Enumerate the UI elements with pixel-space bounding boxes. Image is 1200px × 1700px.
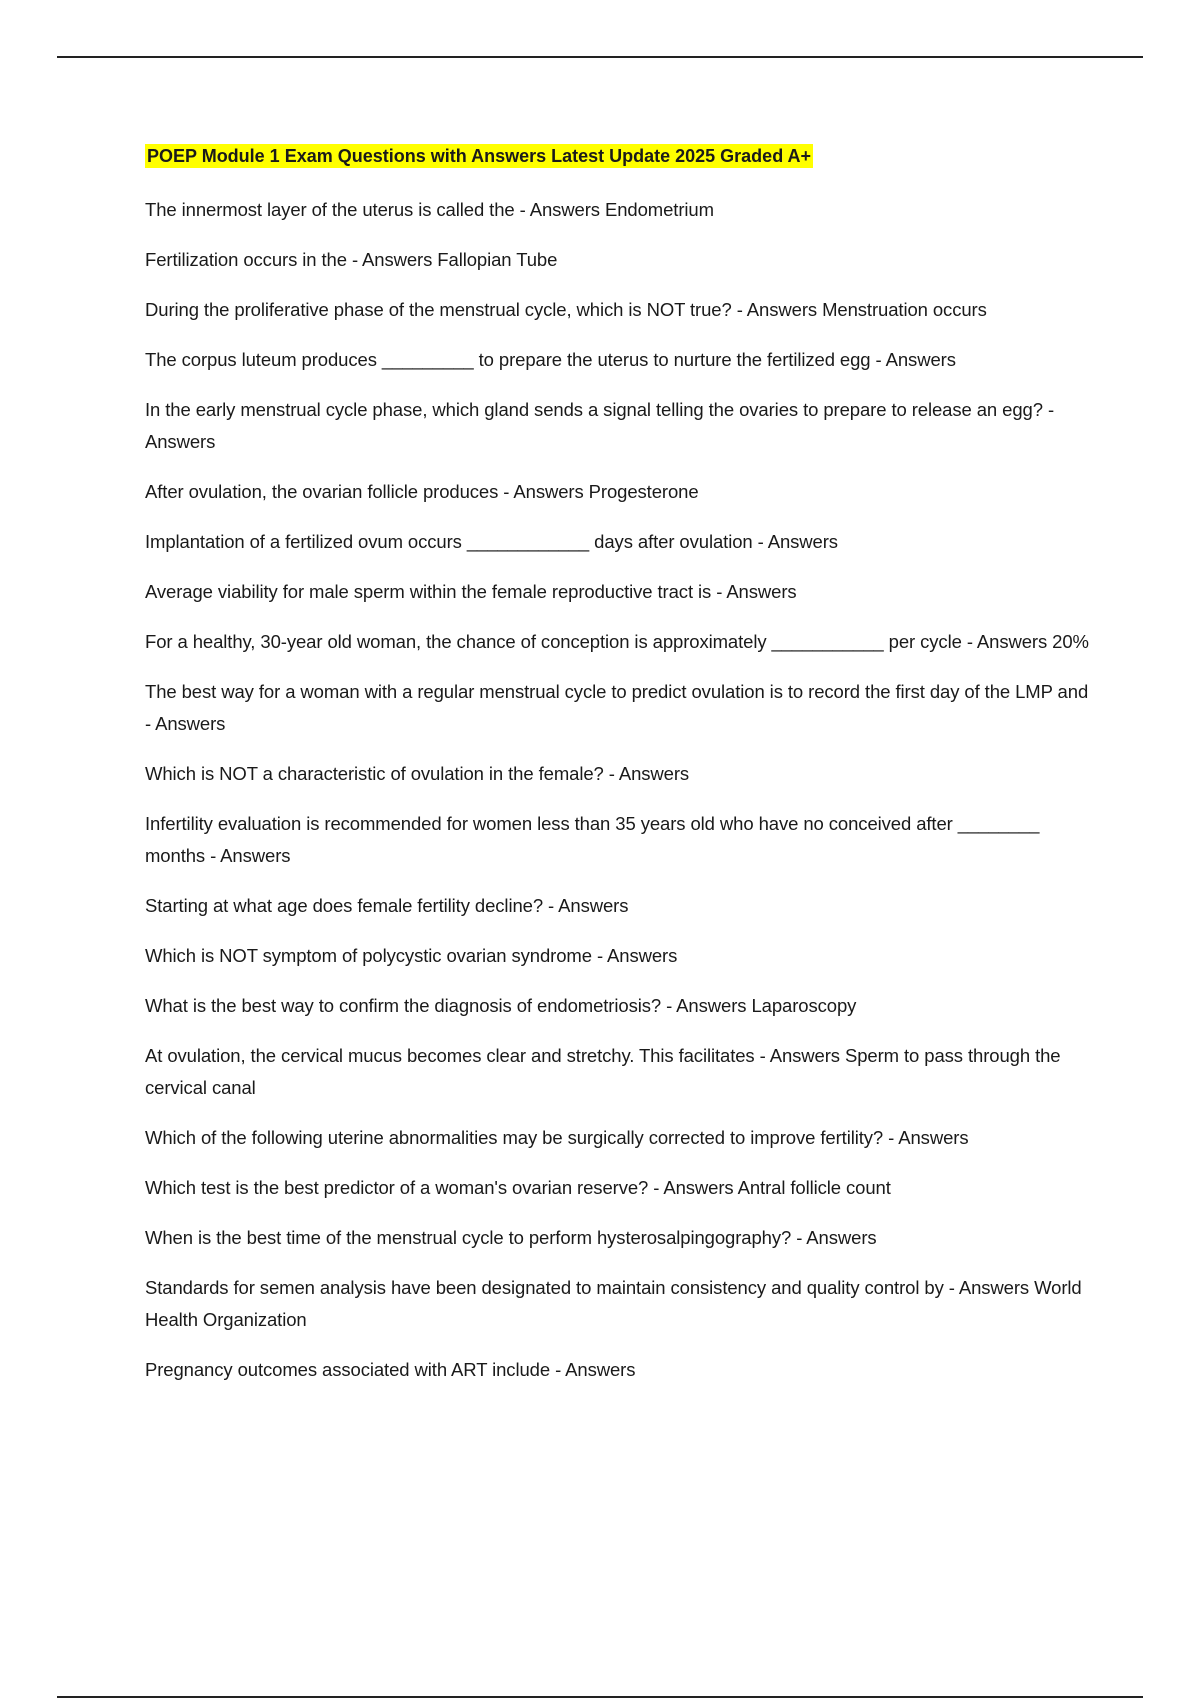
document-title: POEP Module 1 Exam Questions with Answers Latest Update 2025 Graded A+	[147, 146, 812, 166]
qa-item: Standards for semen analysis have been designated to maintain consistency and quality control by - Answers World Health Organization	[145, 1277, 1082, 1330]
footer-rule	[57, 1696, 1143, 1698]
qa-item: Pregnancy outcomes associated with ART include - Answers	[145, 1359, 636, 1380]
qa-item: The best way for a woman with a regular menstrual cycle to predict ovulation is to record the first day of the LMP and - Answers	[145, 681, 1089, 734]
qa-item: In the early menstrual cycle phase, which gland sends a signal telling the ovaries to prepare to release an egg? - Answers	[145, 399, 1055, 452]
qa-item: Implantation of a fertilized ovum occurs ____________ days after ovulation - Answers	[145, 531, 838, 552]
qa-item: After ovulation, the ovarian follicle produces - Answers Progesterone	[145, 481, 699, 502]
qa-item: When is the best time of the menstrual cycle to perform hysterosalpingography? - Answers	[145, 1227, 877, 1248]
qa-item: Starting at what age does female fertility decline? - Answers	[145, 895, 629, 916]
qa-item: Which is NOT a characteristic of ovulation in the female? - Answers	[145, 763, 690, 784]
qa-item: Which of the following uterine abnormalities may be surgically corrected to improve fertility? - Answers	[145, 1127, 969, 1148]
qa-item: For a healthy, 30-year old woman, the chance of conception is approximately ___________ per cycle - Answers 20%	[145, 631, 1089, 652]
document-body	[145, 144, 1090, 1404]
qa-item: At ovulation, the cervical mucus becomes clear and stretchy. This facilitates - Answers Sperm to pass through the cervical canal	[145, 1045, 1061, 1098]
qa-list	[145, 194, 1090, 1386]
qa-item: Which is NOT symptom of polycystic ovarian syndrome - Answers	[145, 945, 678, 966]
qa-item: During the proliferative phase of the menstrual cycle, which is NOT true? - Answers Menstruation occurs	[145, 299, 987, 320]
qa-item: The corpus luteum produces _________ to prepare the uterus to nurture the fertilized egg - Answers	[145, 349, 956, 370]
qa-item: Fertilization occurs in the - Answers Fallopian Tube	[145, 249, 558, 270]
qa-item: Average viability for male sperm within the female reproductive tract is - Answers	[145, 581, 797, 602]
qa-item: What is the best way to confirm the diagnosis of endometriosis? - Answers Laparoscopy	[145, 995, 857, 1016]
qa-item: The innermost layer of the uterus is called the - Answers Endometrium	[145, 199, 714, 220]
header-rule	[57, 56, 1143, 58]
qa-item: Which test is the best predictor of a woman's ovarian reserve? - Answers Antral follicle count	[145, 1177, 891, 1198]
qa-item: Infertility evaluation is recommended for women less than 35 years old who have no conceived after ________ months - Answers	[145, 813, 1040, 866]
